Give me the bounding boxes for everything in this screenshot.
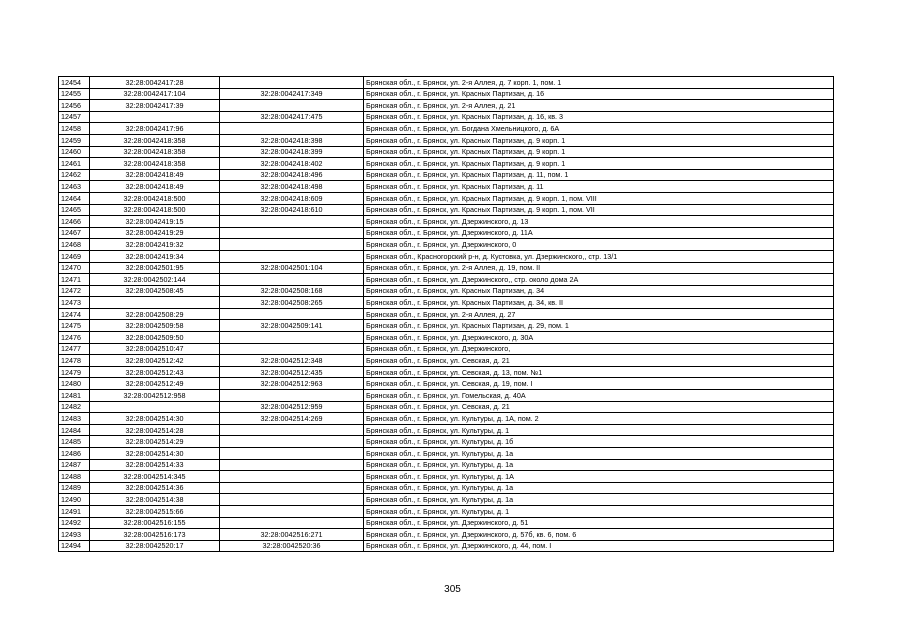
table-row bbox=[59, 401, 834, 413]
object-cadastral-number-cell: 32:28:0042508:265 bbox=[220, 297, 364, 309]
land-cadastral-number-cell: 32:28:0042418:49 bbox=[90, 169, 220, 181]
address-cell: Брянская обл., г. Брянск, ул. Дзержинского,, стр. около дома 2А bbox=[364, 274, 834, 286]
land-cadastral-number-cell: 32:28:0042418:500 bbox=[90, 204, 220, 216]
object-cadastral-number-cell bbox=[220, 424, 364, 436]
object-cadastral-number-cell: 32:28:0042418:498 bbox=[220, 181, 364, 193]
object-cadastral-number-cell: 32:28:0042512:959 bbox=[220, 401, 364, 413]
object-cadastral-number-cell: 32:28:0042512:963 bbox=[220, 378, 364, 390]
land-cadastral-number-cell: 32:28:0042512:49 bbox=[90, 378, 220, 390]
land-cadastral-number-cell: 32:28:0042514:33 bbox=[90, 459, 220, 471]
address-cell: Брянская обл., г. Брянск, ул. Культуры, д. 1а bbox=[364, 494, 834, 506]
row-number-cell: 12454 bbox=[59, 77, 90, 89]
land-cadastral-number-cell: 32:28:0042512:43 bbox=[90, 366, 220, 378]
land-cadastral-number-cell: 32:28:0042418:500 bbox=[90, 192, 220, 204]
row-number-cell: 12457 bbox=[59, 111, 90, 123]
address-cell: Брянская обл., г. Брянск, ул. 2-я Аллея, д. 21 bbox=[364, 100, 834, 112]
address-cell: Брянская обл., г. Брянск, ул. Красных Партизан, д. 9 корп. 1 bbox=[364, 158, 834, 170]
row-number-cell: 12459 bbox=[59, 134, 90, 146]
table-row bbox=[59, 158, 834, 170]
address-cell: Брянская обл., г. Брянск, ул. Культуры, д. 1а bbox=[364, 482, 834, 494]
row-number-cell: 12465 bbox=[59, 204, 90, 216]
address-cell: Брянская обл., г. Брянск, ул. Красных Партизан, д. 34 bbox=[364, 285, 834, 297]
land-cadastral-number-cell: 32:28:0042417:28 bbox=[90, 77, 220, 89]
table-row bbox=[59, 390, 834, 402]
land-cadastral-number-cell: 32:28:0042514:30 bbox=[90, 448, 220, 460]
row-number-cell: 12483 bbox=[59, 413, 90, 425]
object-cadastral-number-cell: 32:28:0042512:435 bbox=[220, 366, 364, 378]
object-cadastral-number-cell: 32:28:0042516:271 bbox=[220, 529, 364, 541]
object-cadastral-number-cell: 32:28:0042512:348 bbox=[220, 355, 364, 367]
row-number-cell: 12482 bbox=[59, 401, 90, 413]
address-cell: Брянская обл., г. Брянск, ул. Красных Партизан, д. 16, кв. 3 bbox=[364, 111, 834, 123]
row-number-cell: 12463 bbox=[59, 181, 90, 193]
land-cadastral-number-cell: 32:28:0042419:34 bbox=[90, 250, 220, 262]
row-number-cell: 12477 bbox=[59, 343, 90, 355]
object-cadastral-number-cell: 32:28:0042508:168 bbox=[220, 285, 364, 297]
land-cadastral-number-cell bbox=[90, 297, 220, 309]
table-row bbox=[59, 378, 834, 390]
land-cadastral-number-cell: 32:28:0042419:29 bbox=[90, 227, 220, 239]
address-cell: Брянская обл., г. Брянск, ул. 2-я Аллея, д. 27 bbox=[364, 308, 834, 320]
row-number-cell: 12486 bbox=[59, 448, 90, 460]
object-cadastral-number-cell bbox=[220, 343, 364, 355]
address-cell: Брянская обл., г. Брянск, ул. 2-я Аллея, д. 7 корп. 1, пом. 1 bbox=[364, 77, 834, 89]
object-cadastral-number-cell bbox=[220, 436, 364, 448]
row-number-cell: 12471 bbox=[59, 274, 90, 286]
table-row bbox=[59, 285, 834, 297]
object-cadastral-number-cell bbox=[220, 448, 364, 460]
row-number-cell: 12487 bbox=[59, 459, 90, 471]
object-cadastral-number-cell: 32:28:0042514:269 bbox=[220, 413, 364, 425]
address-cell: Брянская обл., г. Брянск, ул. Культуры, д. 1А, пом. 2 bbox=[364, 413, 834, 425]
land-cadastral-number-cell: 32:28:0042514:30 bbox=[90, 413, 220, 425]
land-cadastral-number-cell bbox=[90, 401, 220, 413]
address-cell: Брянская обл., г. Брянск, ул. Дзержинского, д. 13 bbox=[364, 216, 834, 228]
row-number-cell: 12484 bbox=[59, 424, 90, 436]
row-number-cell: 12494 bbox=[59, 540, 90, 552]
address-cell: Брянская обл., г. Брянск, ул. Гомельская, д. 40А bbox=[364, 390, 834, 402]
object-cadastral-number-cell bbox=[220, 123, 364, 135]
table-row bbox=[59, 424, 834, 436]
row-number-cell: 12489 bbox=[59, 482, 90, 494]
table-row bbox=[59, 448, 834, 460]
land-cadastral-number-cell: 32:28:0042515:66 bbox=[90, 505, 220, 517]
object-cadastral-number-cell: 32:28:0042417:475 bbox=[220, 111, 364, 123]
page-number: 305 bbox=[444, 584, 461, 595]
land-cadastral-number-cell: 32:28:0042419:15 bbox=[90, 216, 220, 228]
object-cadastral-number-cell bbox=[220, 459, 364, 471]
table-row bbox=[59, 529, 834, 541]
land-cadastral-number-cell: 32:28:0042516:155 bbox=[90, 517, 220, 529]
address-cell: Брянская обл., г. Брянск, ул. Красных Партизан, д. 11, пом. 1 bbox=[364, 169, 834, 181]
row-number-cell: 12466 bbox=[59, 216, 90, 228]
address-cell: Брянская обл., г. Брянск, ул. Красных Партизан, д. 9 корп. 1 bbox=[364, 146, 834, 158]
object-cadastral-number-cell bbox=[220, 308, 364, 320]
row-number-cell: 12492 bbox=[59, 517, 90, 529]
table-row bbox=[59, 343, 834, 355]
address-cell: Брянская обл., г. Брянск, ул. Красных Партизан, д. 29, пом. 1 bbox=[364, 320, 834, 332]
table-row bbox=[59, 134, 834, 146]
table-row bbox=[59, 146, 834, 158]
address-cell: Брянская обл., г. Брянск, ул. Дзержинского, 0 bbox=[364, 239, 834, 251]
address-cell: Брянская обл., г. Брянск, ул. Севская, д. 21 bbox=[364, 401, 834, 413]
table-row bbox=[59, 413, 834, 425]
table-row bbox=[59, 204, 834, 216]
object-cadastral-number-cell bbox=[220, 390, 364, 402]
land-cadastral-number-cell: 32:28:0042417:96 bbox=[90, 123, 220, 135]
address-cell: Брянская обл., Красногорский р-н, д. Кустовка, ул. Дзержинского,, стр. 13/1 bbox=[364, 250, 834, 262]
land-cadastral-number-cell: 32:28:0042418:358 bbox=[90, 158, 220, 170]
land-cadastral-number-cell: 32:28:0042514:36 bbox=[90, 482, 220, 494]
land-cadastral-number-cell: 32:28:0042514:345 bbox=[90, 471, 220, 483]
object-cadastral-number-cell bbox=[220, 471, 364, 483]
object-cadastral-number-cell bbox=[220, 505, 364, 517]
table-row bbox=[59, 320, 834, 332]
object-cadastral-number-cell bbox=[220, 77, 364, 89]
address-cell: Брянская обл., г. Брянск, ул. Красных Партизан, д. 34, кв. II bbox=[364, 297, 834, 309]
table-row bbox=[59, 494, 834, 506]
row-number-cell: 12479 bbox=[59, 366, 90, 378]
address-cell: Брянская обл., г. Брянск, ул. Дзержинского, bbox=[364, 343, 834, 355]
row-number-cell: 12467 bbox=[59, 227, 90, 239]
row-number-cell: 12470 bbox=[59, 262, 90, 274]
row-number-cell: 12476 bbox=[59, 332, 90, 344]
land-cadastral-number-cell bbox=[90, 111, 220, 123]
table-row bbox=[59, 88, 834, 100]
address-cell: Брянская обл., г. Брянск, ул. Севская, д. 19, пом. I bbox=[364, 378, 834, 390]
table-row bbox=[59, 77, 834, 89]
table-row bbox=[59, 262, 834, 274]
row-number-cell: 12488 bbox=[59, 471, 90, 483]
address-cell: Брянская обл., г. Брянск, ул. Дзержинского, д. 57б, кв. 6, пом. 6 bbox=[364, 529, 834, 541]
land-cadastral-number-cell: 32:28:0042502:144 bbox=[90, 274, 220, 286]
object-cadastral-number-cell: 32:28:0042418:609 bbox=[220, 192, 364, 204]
address-cell: Брянская обл., г. Брянск, ул. Дзержинского, д. 44, пом. I bbox=[364, 540, 834, 552]
table-row bbox=[59, 216, 834, 228]
land-cadastral-number-cell: 32:28:0042509:50 bbox=[90, 332, 220, 344]
land-cadastral-number-cell: 32:28:0042418:49 bbox=[90, 181, 220, 193]
land-cadastral-number-cell: 32:28:0042508:29 bbox=[90, 308, 220, 320]
table-row bbox=[59, 192, 834, 204]
address-cell: Брянская обл., г. Брянск, ул. Красных Партизан, д. 16 bbox=[364, 88, 834, 100]
row-number-cell: 12472 bbox=[59, 285, 90, 297]
object-cadastral-number-cell bbox=[220, 250, 364, 262]
address-cell: Брянская обл., г. Брянск, ул. Культуры, д. 1 bbox=[364, 424, 834, 436]
table-row bbox=[59, 471, 834, 483]
row-number-cell: 12458 bbox=[59, 123, 90, 135]
land-cadastral-number-cell: 32:28:0042508:45 bbox=[90, 285, 220, 297]
table-row bbox=[59, 459, 834, 471]
object-cadastral-number-cell: 32:28:0042418:496 bbox=[220, 169, 364, 181]
table-row bbox=[59, 355, 834, 367]
land-cadastral-number-cell: 32:28:0042417:39 bbox=[90, 100, 220, 112]
address-cell: Брянская обл., г. Брянск, ул. Красных Партизан, д. 9 корп. 1, пом. VII bbox=[364, 204, 834, 216]
table-row bbox=[59, 517, 834, 529]
land-cadastral-number-cell: 32:28:0042418:358 bbox=[90, 134, 220, 146]
object-cadastral-number-cell bbox=[220, 227, 364, 239]
land-cadastral-number-cell: 32:28:0042514:28 bbox=[90, 424, 220, 436]
address-cell: Брянская обл., г. Брянск, ул. Красных Партизан, д. 9 корп. 1 bbox=[364, 134, 834, 146]
land-cadastral-number-cell: 32:28:0042509:58 bbox=[90, 320, 220, 332]
registry-table-body bbox=[59, 77, 834, 552]
land-cadastral-number-cell: 32:28:0042419:32 bbox=[90, 239, 220, 251]
row-number-cell: 12480 bbox=[59, 378, 90, 390]
object-cadastral-number-cell bbox=[220, 274, 364, 286]
object-cadastral-number-cell bbox=[220, 100, 364, 112]
address-cell: Брянская обл., г. Брянск, ул. Красных Партизан, д. 11 bbox=[364, 181, 834, 193]
object-cadastral-number-cell bbox=[220, 494, 364, 506]
address-cell: Брянская обл., г. Брянск, ул. Севская, д. 21 bbox=[364, 355, 834, 367]
row-number-cell: 12475 bbox=[59, 320, 90, 332]
table-row bbox=[59, 100, 834, 112]
object-cadastral-number-cell: 32:28:0042418:398 bbox=[220, 134, 364, 146]
row-number-cell: 12461 bbox=[59, 158, 90, 170]
address-cell: Брянская обл., г. Брянск, ул. Дзержинского, д. 11А bbox=[364, 227, 834, 239]
object-cadastral-number-cell bbox=[220, 482, 364, 494]
table-row bbox=[59, 123, 834, 135]
object-cadastral-number-cell: 32:28:0042418:402 bbox=[220, 158, 364, 170]
table-row bbox=[59, 332, 834, 344]
registry-table bbox=[58, 76, 834, 552]
object-cadastral-number-cell bbox=[220, 239, 364, 251]
row-number-cell: 12478 bbox=[59, 355, 90, 367]
row-number-cell: 12485 bbox=[59, 436, 90, 448]
table-row bbox=[59, 436, 834, 448]
land-cadastral-number-cell: 32:28:0042514:29 bbox=[90, 436, 220, 448]
object-cadastral-number-cell bbox=[220, 517, 364, 529]
row-number-cell: 12493 bbox=[59, 529, 90, 541]
address-cell: Брянская обл., г. Брянск, ул. Дзержинского, д. 51 bbox=[364, 517, 834, 529]
table-row bbox=[59, 505, 834, 517]
table-row bbox=[59, 482, 834, 494]
address-cell: Брянская обл., г. Брянск, ул. Культуры, д. 1а bbox=[364, 448, 834, 460]
address-cell: Брянская обл., г. Брянск, ул. Культуры, д. 1А bbox=[364, 471, 834, 483]
table-row bbox=[59, 169, 834, 181]
object-cadastral-number-cell bbox=[220, 332, 364, 344]
row-number-cell: 12464 bbox=[59, 192, 90, 204]
land-cadastral-number-cell: 32:28:0042417:104 bbox=[90, 88, 220, 100]
object-cadastral-number-cell: 32:28:0042418:399 bbox=[220, 146, 364, 158]
object-cadastral-number-cell: 32:28:0042520:36 bbox=[220, 540, 364, 552]
object-cadastral-number-cell: 32:28:0042418:610 bbox=[220, 204, 364, 216]
table-row bbox=[59, 366, 834, 378]
land-cadastral-number-cell: 32:28:0042512:958 bbox=[90, 390, 220, 402]
table-row bbox=[59, 250, 834, 262]
land-cadastral-number-cell: 32:28:0042512:42 bbox=[90, 355, 220, 367]
address-cell: Брянская обл., г. Брянск, ул. Красных Партизан, д. 9 корп. 1, пом. VIII bbox=[364, 192, 834, 204]
address-cell: Брянская обл., г. Брянск, ул. Культуры, д. 1а bbox=[364, 459, 834, 471]
address-cell: Брянская обл., г. Брянск, ул. Культуры, д. 1 bbox=[364, 505, 834, 517]
land-cadastral-number-cell: 32:28:0042501:95 bbox=[90, 262, 220, 274]
table-row bbox=[59, 181, 834, 193]
row-number-cell: 12462 bbox=[59, 169, 90, 181]
row-number-cell: 12460 bbox=[59, 146, 90, 158]
table-row bbox=[59, 297, 834, 309]
table-row bbox=[59, 540, 834, 552]
row-number-cell: 12491 bbox=[59, 505, 90, 517]
row-number-cell: 12468 bbox=[59, 239, 90, 251]
row-number-cell: 12456 bbox=[59, 100, 90, 112]
row-number-cell: 12481 bbox=[59, 390, 90, 402]
table-row bbox=[59, 308, 834, 320]
table-row bbox=[59, 239, 834, 251]
address-cell: Брянская обл., г. Брянск, ул. Дзержинского, д. 30А bbox=[364, 332, 834, 344]
address-cell: Брянская обл., г. Брянск, ул. Севская, д. 13, пом. №1 bbox=[364, 366, 834, 378]
row-number-cell: 12469 bbox=[59, 250, 90, 262]
address-cell: Брянская обл., г. Брянск, ул. Богдана Хмельницкого, д. 6А bbox=[364, 123, 834, 135]
table-row bbox=[59, 227, 834, 239]
row-number-cell: 12473 bbox=[59, 297, 90, 309]
row-number-cell: 12455 bbox=[59, 88, 90, 100]
address-cell: Брянская обл., г. Брянск, ул. 2-я Аллея, д. 19, пом. II bbox=[364, 262, 834, 274]
object-cadastral-number-cell: 32:28:0042509:141 bbox=[220, 320, 364, 332]
land-cadastral-number-cell: 32:28:0042418:358 bbox=[90, 146, 220, 158]
land-cadastral-number-cell: 32:28:0042514:38 bbox=[90, 494, 220, 506]
land-cadastral-number-cell: 32:28:0042516:173 bbox=[90, 529, 220, 541]
address-cell: Брянская обл., г. Брянск, ул. Культуры, д. 1б bbox=[364, 436, 834, 448]
row-number-cell: 12490 bbox=[59, 494, 90, 506]
table-row bbox=[59, 274, 834, 286]
object-cadastral-number-cell: 32:28:0042417:349 bbox=[220, 88, 364, 100]
row-number-cell: 12474 bbox=[59, 308, 90, 320]
land-cadastral-number-cell: 32:28:0042520:17 bbox=[90, 540, 220, 552]
object-cadastral-number-cell: 32:28:0042501:104 bbox=[220, 262, 364, 274]
land-cadastral-number-cell: 32:28:0042510:47 bbox=[90, 343, 220, 355]
table-row bbox=[59, 111, 834, 123]
object-cadastral-number-cell bbox=[220, 216, 364, 228]
